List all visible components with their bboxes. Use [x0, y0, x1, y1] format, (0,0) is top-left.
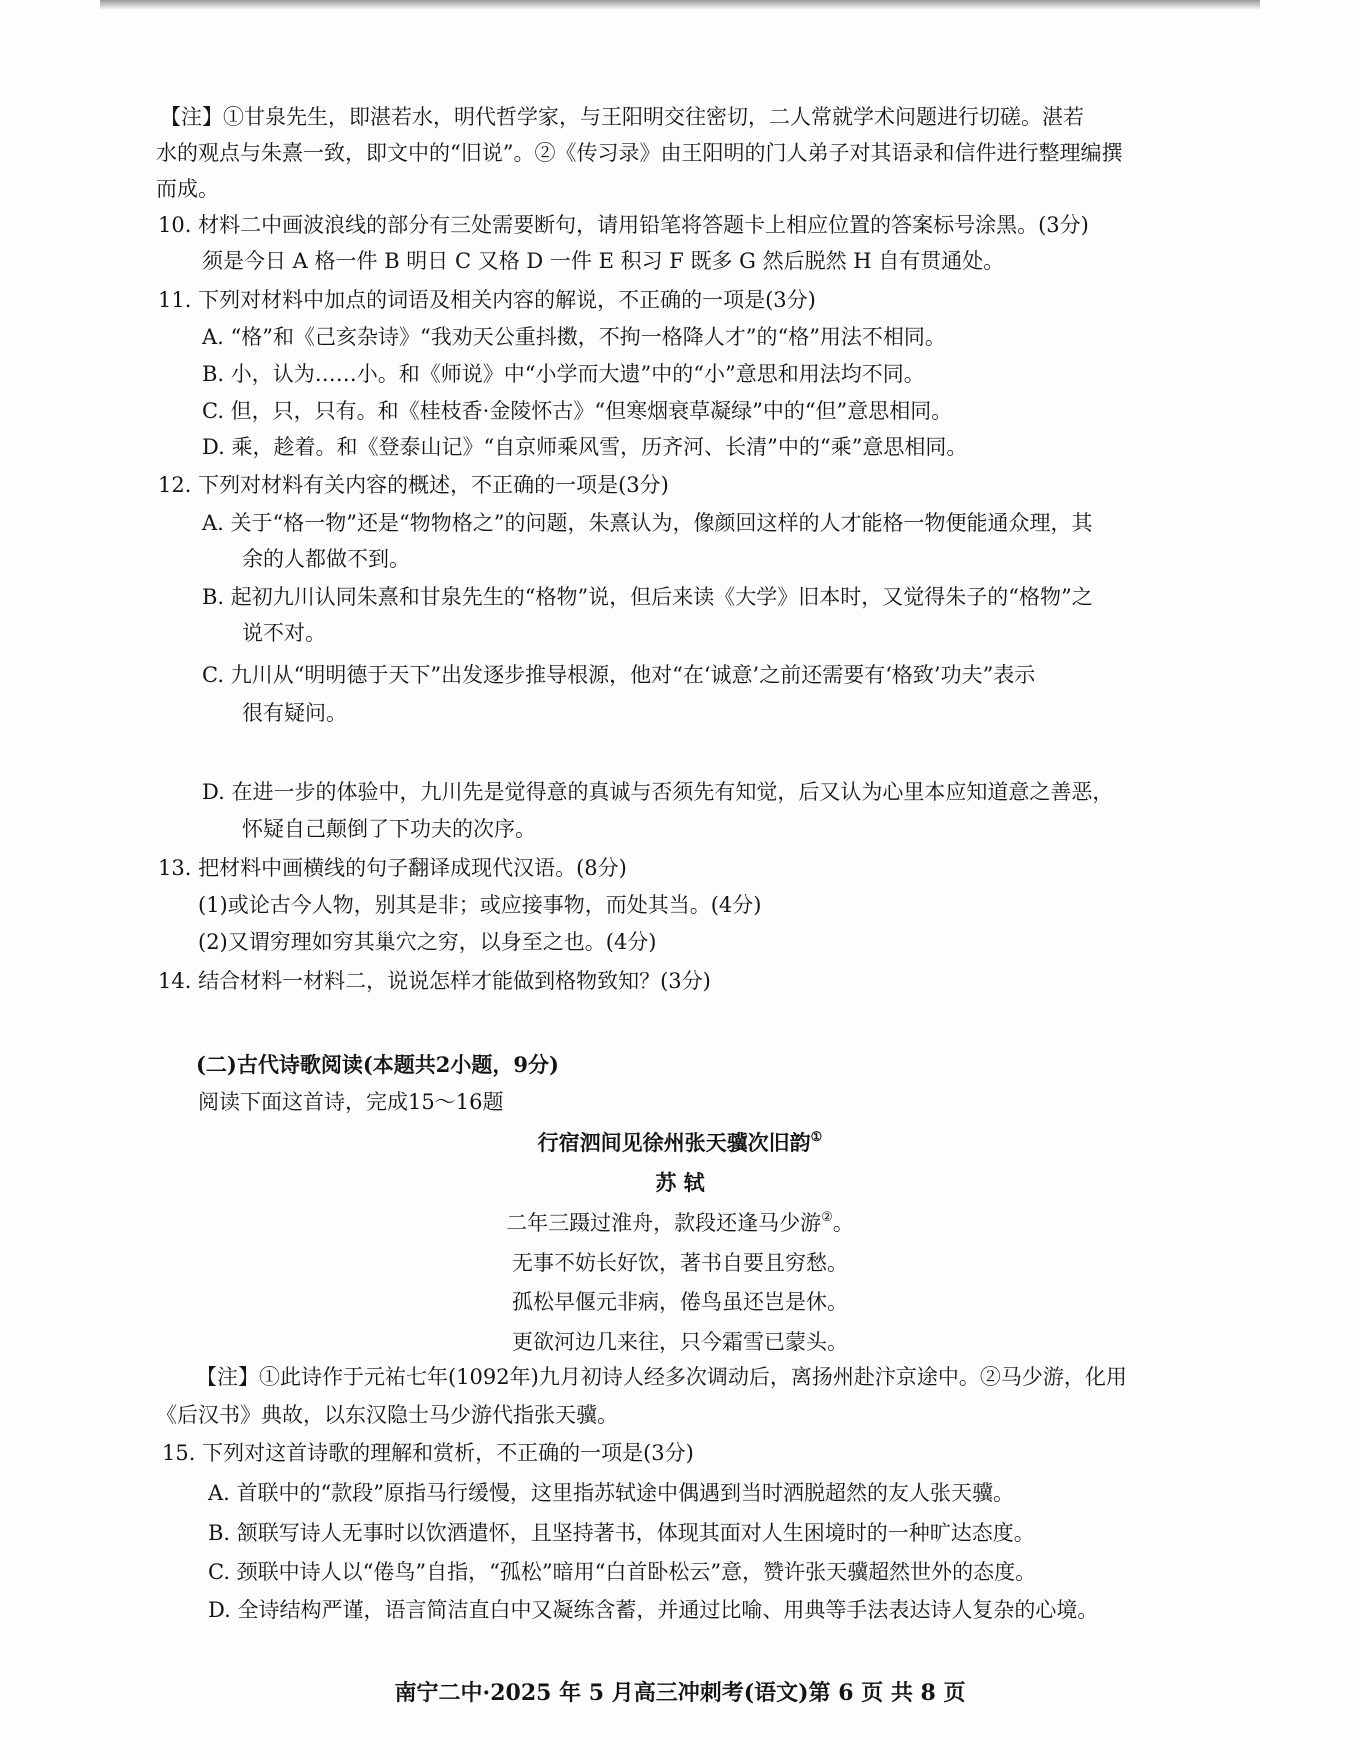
q11-stem: 11. 下列对材料中加点的词语及相关内容的解说，不正确的一项是(3分) — [158, 288, 816, 312]
poem-title-note-mark: ① — [810, 1130, 823, 1145]
q14-stem: 14. 结合材料一材料二，说说怎样才能做到格物致知？(3分) — [158, 969, 711, 993]
note2-line2: 《后汉书》典故，以东汉隐士马少游代指张天骥。 — [156, 1403, 618, 1427]
q15-option-d: D. 全诗结构严谨，语言简洁直白中又凝练含蓄，并通过比喻、用典等手法表达诗人复杂的心境。 — [208, 1598, 1099, 1622]
poem-line-1-end: 。 — [832, 1211, 854, 1235]
q11-option-a: A. “格”和《己亥杂诗》“我劝天公重抖擞，不拘一格降人才”的“格”用法不相同。 — [202, 325, 946, 349]
q12-option-d-line1: D. 在进一步的体验中，九川先是觉得意的真诚与否须先有知觉，后又认为心里本应知道意之善恶， — [202, 780, 1114, 804]
q12-option-b-line1: B. 起初九川认同朱熹和甘泉先生的“格物”说，但后来读《大学》旧本时，又觉得朱子的“格物”之 — [202, 585, 1093, 609]
q12-option-b-line2: 说不对。 — [242, 621, 326, 645]
note2-line1: 【注】①此诗作于元祐七年(1092年)九月初诗人经多次调动后，离扬州赴汴京途中。②马少游，化用 — [196, 1365, 1127, 1389]
note1-line1: 【注】①甘泉先生，即湛若水，明代哲学家，与王阳明交往密切，二人常就学术问题进行切磋。湛若 — [160, 105, 1084, 129]
section-heading: (二)古代诗歌阅读(本题共2小题，9分) — [196, 1052, 559, 1077]
q10-stem: 10. 材料二中画波浪线的部分有三处需要断句，请用铅笔将答题卡上相应位置的答案标号涂黑。(3分) — [158, 213, 1089, 237]
poem-title — [0, 1128, 1360, 1158]
poem-title-text: 行宿泗间见徐州张天骥次旧韵 — [537, 1130, 811, 1155]
note1-line2: 水的观点与朱熹一致，即文中的“旧说”。②《传习录》由王阳明的门人弟子对其语录和信件进行整理编撰 — [156, 141, 1123, 165]
q15-option-c: C. 颈联中诗人以“倦鸟”自指，“孤松”暗用“白首卧松云”意，赞许张天骥超然世外的态度。 — [208, 1560, 1037, 1584]
q10-text: 须是今日 A 格一件 B 明日 C 又格 D 一件 E 积习 F 既多 G 然后脱然 H 自有贯通处。 — [202, 249, 1005, 273]
q11-option-b: B. 小，认为……小。和《师说》中“小学而大遗”中的“小”意思和用法均不同。 — [202, 362, 925, 386]
q15-option-b: B. 颔联写诗人无事时以饮酒遣怀，且坚持著书，体现其面对人生困境时的一种旷达态度。 — [208, 1521, 1035, 1545]
q15-stem: 15. 下列对这首诗歌的理解和赏析，不正确的一项是(3分) — [162, 1441, 694, 1465]
q13-sentence-2: (2)又谓穷理如穷其巢穴之穷，以身至之也。(4分) — [198, 930, 657, 954]
q12-option-a-line2: 余的人都做不到。 — [242, 547, 410, 571]
q13-stem: 13. 把材料中画横线的句子翻译成现代汉语。(8分) — [158, 856, 627, 880]
poem-line-3: 孤松早偃元非病，倦鸟虽还岂是休。 — [512, 1290, 848, 1314]
poem-author: 苏 轼 — [655, 1170, 705, 1195]
q11-option-d: D. 乘，趁着。和《登泰山记》“自京师乘风雪，历齐河、长清”中的“乘”意思相同。 — [202, 435, 968, 459]
poem-line-4: 更欲河边几来往，只今霜雪已蒙头。 — [512, 1330, 848, 1354]
section-instruction: 阅读下面这首诗，完成15～16题 — [198, 1090, 504, 1114]
q12-stem: 12. 下列对材料有关内容的概述，不正确的一项是(3分) — [158, 473, 669, 497]
q12-option-d-line2: 怀疑自己颠倒了下功夫的次序。 — [242, 817, 536, 841]
poem-line-2: 无事不妨长好饮，著书自要且穷愁。 — [512, 1251, 848, 1275]
q12-option-a-line1: A. 关于“格一物”还是“物物格之”的问题，朱熹认为，像颜回这样的人才能格一物便能通众理，其 — [202, 511, 1093, 535]
page-footer: 南宁二中·2025 年 5 月高三冲刺考(语文)第 6 页 共 8 页 — [394, 1680, 966, 1706]
q12-option-c-line2: 很有疑问。 — [242, 701, 347, 725]
poem-line-1 — [0, 1208, 1360, 1238]
q15-option-a: A. 首联中的“款段”原指马行缓慢，这里指苏轼途中偶遇到当时洒脱超然的友人张天骥。 — [208, 1481, 1014, 1505]
q11-option-c: C. 但，只，只有。和《桂枝香·金陵怀古》“但寒烟衰草凝绿”中的“但”意思相同。 — [202, 399, 953, 423]
poem-line-1-text: 二年三蹑过淮舟，款段还逢马少游 — [506, 1211, 822, 1235]
q13-sentence-1: (1)或论古今人物，别其是非；或应接事物，而处其当。(4分) — [198, 893, 762, 917]
poem-line-1-note-mark: ② — [821, 1210, 833, 1225]
q12-option-c-line1: C. 九川从“明明德于天下”出发逐步推导根源，他对“在‘诚意’之前还需要有‘格致’功夫”表示 — [202, 663, 1036, 687]
note1-line3: 而成。 — [156, 177, 219, 201]
